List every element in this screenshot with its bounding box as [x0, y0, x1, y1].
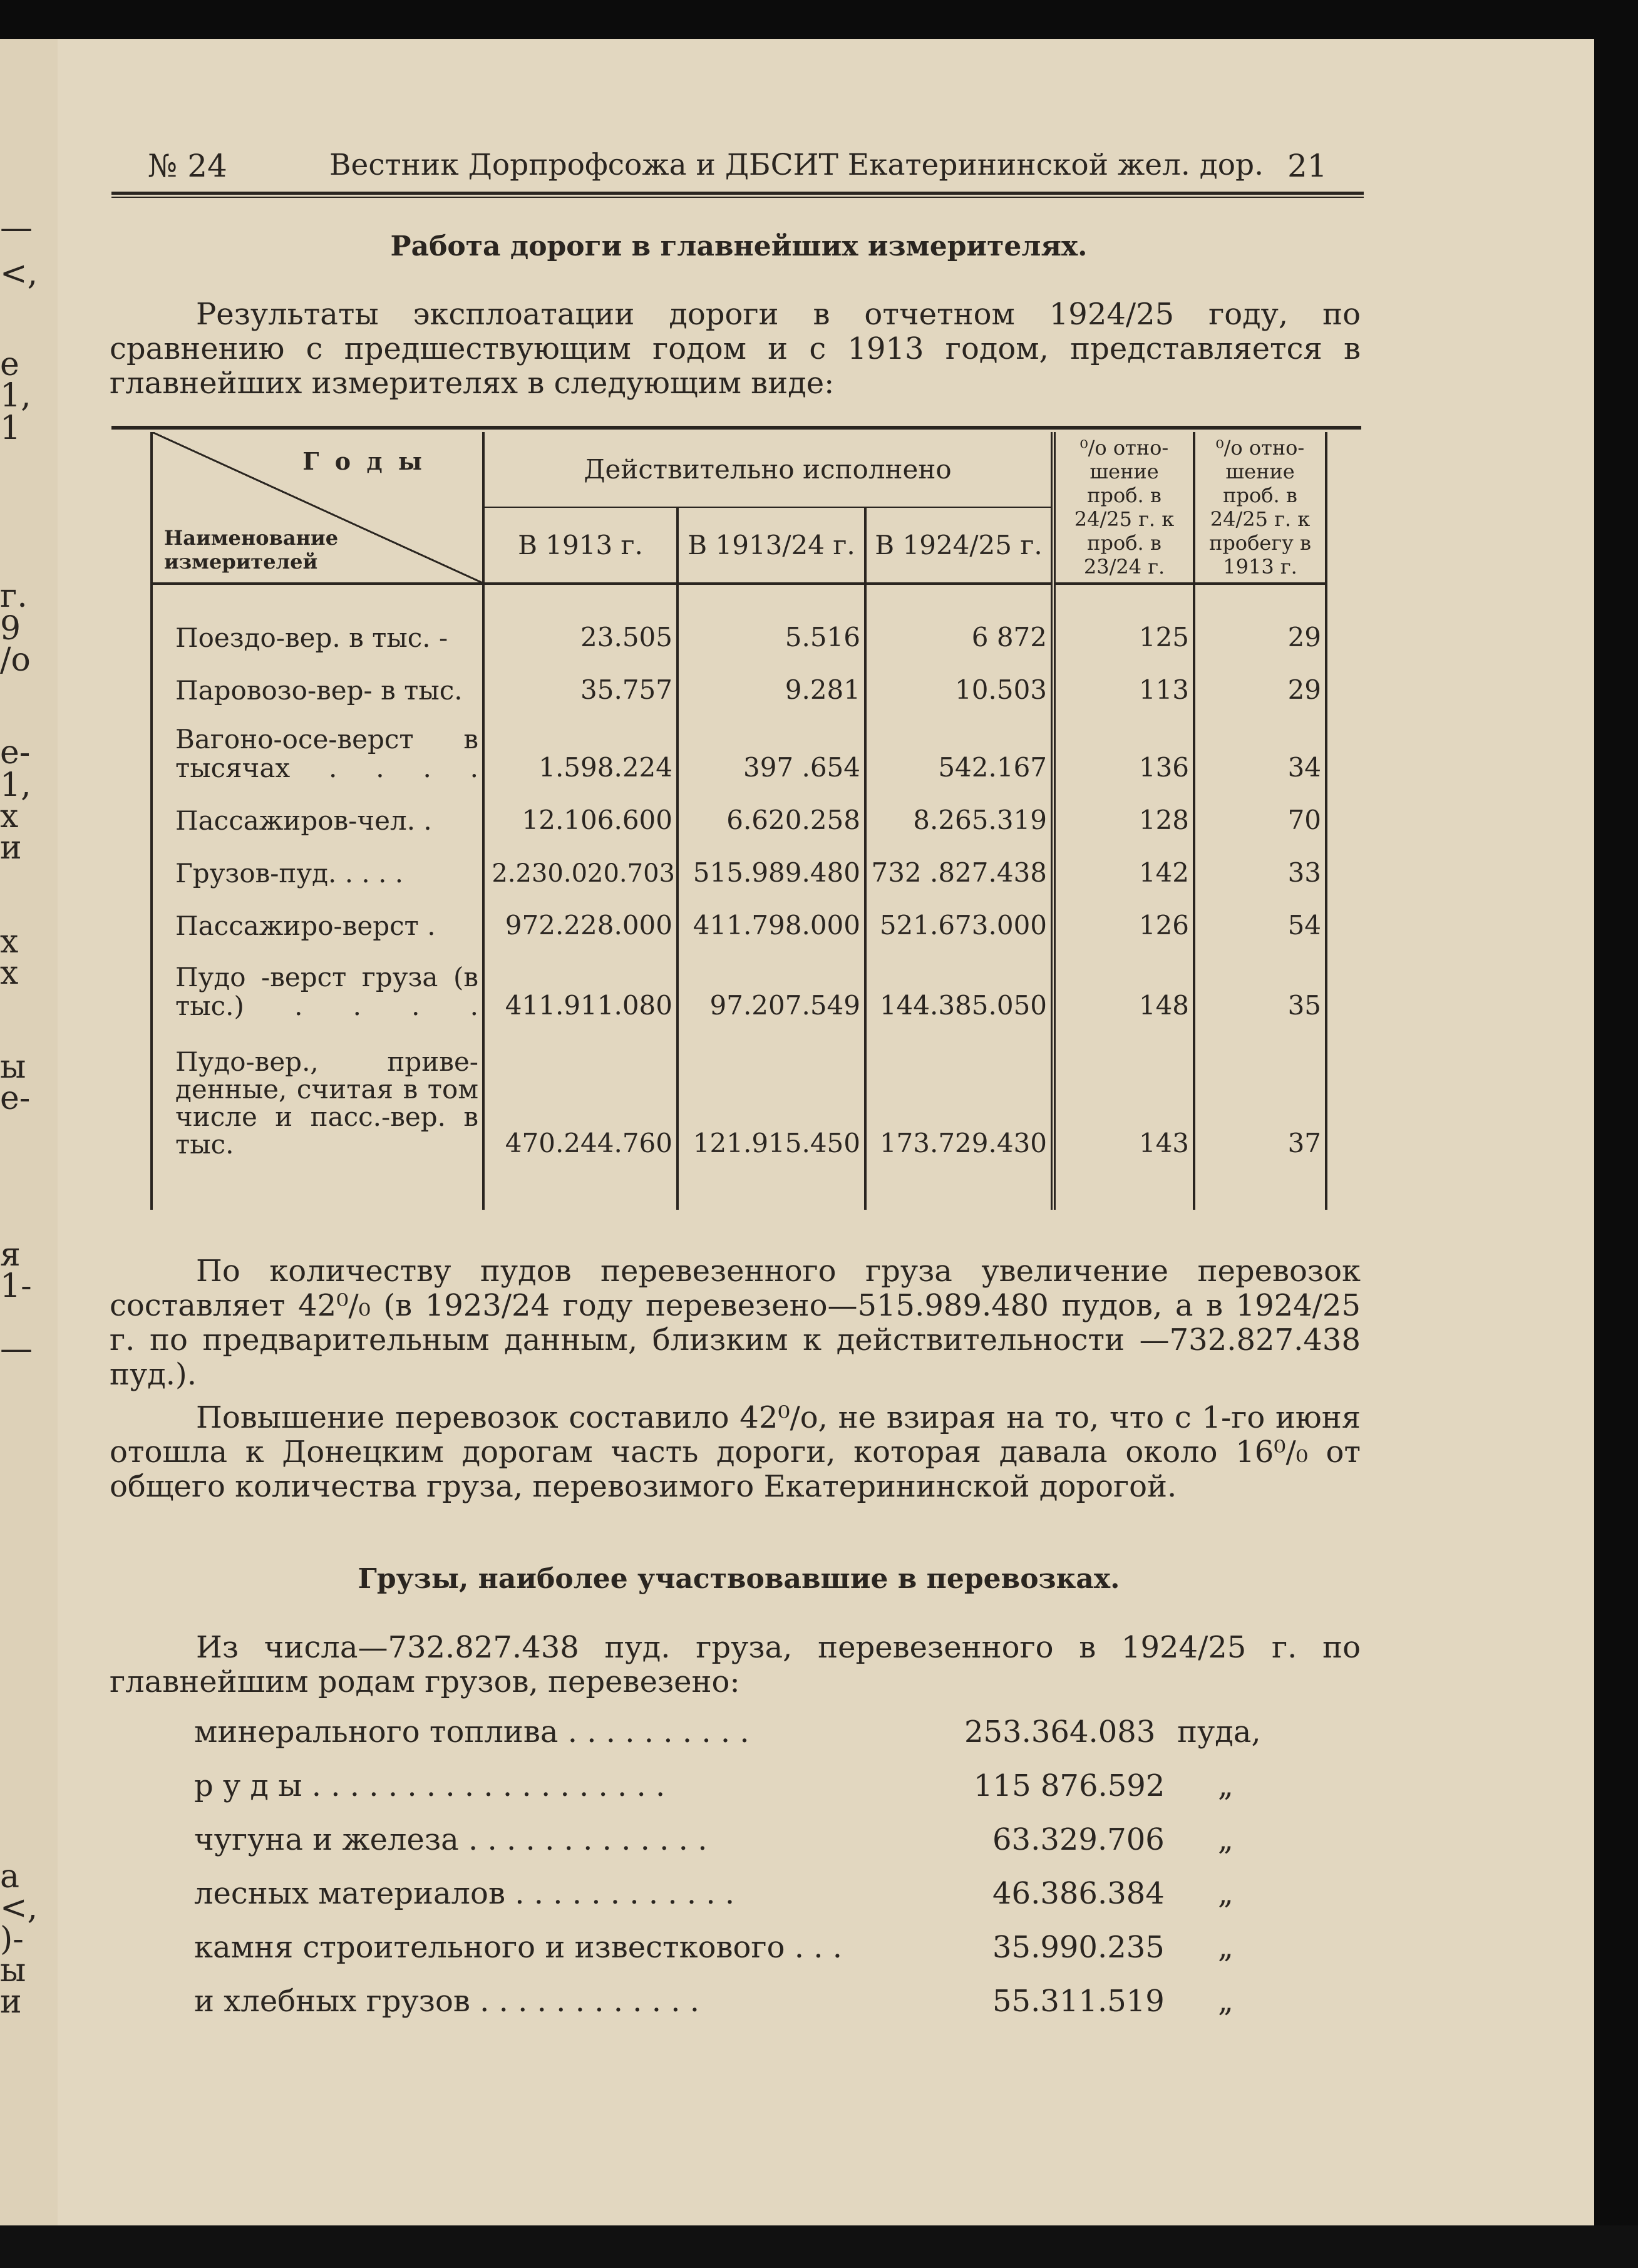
header-rule-thin	[111, 197, 1364, 198]
pct-prev: 126	[1053, 888, 1194, 941]
pct-prev-header: ⁰/о отно- шение проб. в 24/25 г. к проб. в 23/24 г.	[1053, 432, 1194, 584]
pct-1913: 37	[1194, 1021, 1326, 1158]
group-header: Действительно исполнено	[483, 432, 1053, 507]
cargo-line	[194, 1768, 1321, 1806]
col-1923-header: В 1913/24 г.	[677, 507, 865, 584]
left-fragment: х	[0, 798, 19, 835]
left-fragment: 9	[0, 610, 21, 647]
pct-prev: 128	[1053, 783, 1194, 835]
cargo-unit: „	[1218, 1768, 1234, 1803]
cargo-label: чугуна и железа . . . . . . . . . . . . .	[194, 1822, 708, 1857]
left-fragment: х	[0, 923, 19, 961]
value-1923: 97.207.549	[677, 941, 865, 1021]
value-1913: 470.244.760	[483, 1021, 677, 1158]
measures-label: Наименование измерителей	[164, 526, 339, 574]
cargo-value: 46.386.384	[992, 1876, 1165, 1911]
row-name: Пудо -верст груза (в тыс.) . . . .	[152, 941, 483, 1021]
row-name: Вагоно-осе-верст в тысячах . . . .	[152, 705, 483, 783]
pct-1913: 70	[1194, 783, 1326, 835]
intro-text: Результаты эксплоатации дороги в отчетном 1924/25 году, по сравнению с предшествующим годом и с 1913 годом, представляется в главнейших измерителях в следующим виде:	[110, 297, 1361, 401]
value-1924: 542.167	[865, 705, 1053, 783]
row-name: Паровозо-вер- в тыс.	[152, 652, 483, 705]
paragraph-text: Повышение перевозок составило 42⁰/о, не взирая на то, что с 1-го июня отошла к Донецким дорогам часть дороги, которая давала около 16⁰/₀ от общего количества груза, перевозимого Екатерининской дорогой.	[110, 1400, 1361, 1504]
table-top-rule	[111, 426, 1361, 430]
value-1923: 411.798.000	[677, 888, 865, 941]
pct-1913-header: ⁰/о отно- шение проб. в 24/25 г. к пробегу в 1913 г.	[1194, 432, 1326, 584]
paragraph-text: По количеству пудов перевезенного груза увеличение перевозок составляет 42⁰/₀ (в 1923/24 году перевезено—515.989.480 пудов, а в 1924/25 г. по предварительным данным, близким к действительности —732.827.438 пуд.).	[110, 1254, 1361, 1392]
row-name: Поездо-вер. в тыс. -	[152, 584, 483, 652]
pct-prev: 125	[1053, 584, 1194, 652]
corner-header	[152, 432, 483, 584]
row-name: Грузов-пуд. . . . .	[152, 835, 483, 888]
cargo-line	[194, 1930, 1321, 1967]
pct-1913: 35	[1194, 941, 1326, 1021]
cargo-value: 63.329.706	[992, 1822, 1165, 1857]
pct-prev: 113	[1053, 652, 1194, 705]
header-rule	[111, 192, 1364, 195]
left-fragment: 1	[0, 410, 21, 447]
left-fragment: ы	[0, 1048, 26, 1086]
cargo-line	[194, 1984, 1321, 2021]
pct-prev: 136	[1053, 705, 1194, 783]
section-title: Работа дороги в главнейших измерителях.	[390, 230, 1088, 262]
section-title: Грузы, наиболее участвовавшие в перевозках.	[358, 1563, 1120, 1595]
page-number: 21	[1287, 148, 1327, 184]
value-1923: 9.281	[677, 652, 865, 705]
cargo-unit: „	[1218, 1930, 1234, 1965]
value-1923: 397 .654	[677, 705, 865, 783]
value-1913: 1.598.224	[483, 705, 677, 783]
left-fragment: —	[0, 209, 33, 247]
left-fragment: х	[0, 954, 19, 992]
paragraph-text: Из числа—732.827.438 пуд. груза, перевезенного в 1924/25 г. по главнейшим родам грузов, перевезено:	[110, 1630, 1361, 1699]
cargo-unit: „	[1218, 1822, 1234, 1857]
left-page-edge	[0, 39, 58, 2225]
value-1923: 5.516	[677, 584, 865, 652]
cargo-unit: „	[1218, 1876, 1234, 1911]
row-name: Пассажиро-верст .	[152, 888, 483, 941]
cargo-label: р у д ы . . . . . . . . . . . . . . . . . . .	[194, 1768, 666, 1803]
left-fragment: г.	[0, 577, 28, 615]
left-fragment: )-	[0, 1920, 24, 1958]
col-1924-header: В 1924/25 г.	[865, 507, 1053, 584]
left-fragment: е-	[0, 1080, 31, 1117]
cargo-unit: „	[1218, 1984, 1234, 2019]
value-1924: 8.265.319	[865, 783, 1053, 835]
left-fragment: 1-	[0, 1267, 32, 1305]
pct-1913: 29	[1194, 584, 1326, 652]
value-1924: 173.729.430	[865, 1021, 1053, 1158]
value-1924: 10.503	[865, 652, 1053, 705]
running-header	[148, 148, 1369, 192]
left-fragment: е	[0, 346, 19, 383]
cargo-value: 35.990.235	[992, 1930, 1165, 1965]
row-name: Пудо-вер., приве- денные, считая в том числе и пасс.-вер. в тыс.	[152, 1021, 483, 1158]
cargo-unit: пуда,	[1177, 1714, 1261, 1750]
pct-prev: 143	[1053, 1021, 1194, 1158]
cargo-line	[194, 1714, 1321, 1752]
value-1923: 121.915.450	[677, 1021, 865, 1158]
value-1923: 515.989.480	[677, 835, 865, 888]
value-1913: 12.106.600	[483, 783, 677, 835]
left-fragment: а	[0, 1858, 20, 1895]
left-fragment: ы	[0, 1952, 26, 1989]
row-name: Пассажиров-чел. .	[152, 783, 483, 835]
scan-border	[0, 2225, 1638, 2268]
left-fragment: /о	[0, 641, 31, 679]
left-fragment: <,	[0, 255, 38, 292]
value-1924: 521.673.000	[865, 888, 1053, 941]
value-1923: 6.620.258	[677, 783, 865, 835]
years-label: Г о д ы	[302, 447, 426, 475]
left-fragment: —	[0, 1330, 33, 1368]
value-1913: 2.230.020.703	[483, 835, 677, 888]
col-1913-header: В 1913 г.	[483, 507, 677, 584]
value-1913: 972.228.000	[483, 888, 677, 941]
cargo-label: лесных материалов . . . . . . . . . . . .	[194, 1876, 735, 1911]
measures-table	[150, 432, 1327, 1210]
left-fragment: 1,	[0, 766, 31, 804]
value-1913: 23.505	[483, 584, 677, 652]
intro-paragraph	[110, 297, 1361, 401]
value-1924: 144.385.050	[865, 941, 1053, 1021]
cargo-line	[194, 1822, 1321, 1860]
value-1913: 35.757	[483, 652, 677, 705]
cargo-label: и хлебных грузов . . . . . . . . . . . .	[194, 1984, 700, 2019]
pct-prev: 142	[1053, 835, 1194, 888]
value-1924: 732 .827.438	[865, 835, 1053, 888]
paragraph-increase	[110, 1401, 1361, 1504]
pct-prev: 148	[1053, 941, 1194, 1021]
cargo-value: 253.364.083	[964, 1714, 1156, 1750]
left-fragment: и	[0, 829, 22, 867]
cargo-value: 55.311.519	[992, 1984, 1165, 2019]
paragraph-cargo-intro	[110, 1631, 1361, 1699]
left-fragment: я	[0, 1236, 21, 1274]
cargo-label: камня строительного и известкового . . .	[194, 1930, 843, 1965]
value-1913: 411.911.080	[483, 941, 677, 1021]
journal-title: Вестник Дорпрофсожа и ДБСИТ Екатерининской жел. дор.	[329, 148, 1264, 182]
cargo-label: минерального топлива . . . . . . . . . .	[194, 1714, 749, 1750]
pct-1913: 29	[1194, 652, 1326, 705]
pct-1913: 34	[1194, 705, 1326, 783]
value-1924: 6 872	[865, 584, 1053, 652]
left-fragment: е-	[0, 734, 31, 771]
left-fragment: <,	[0, 1889, 38, 1927]
cargo-value: 115 876.592	[974, 1768, 1165, 1803]
left-fragment: и	[0, 1983, 22, 2021]
issue-number: № 24	[148, 148, 227, 184]
paragraph-cargo-growth	[110, 1254, 1361, 1392]
cargo-line	[194, 1876, 1321, 1914]
pct-1913: 33	[1194, 835, 1326, 888]
left-fragment: 1,	[0, 377, 31, 415]
pct-1913: 54	[1194, 888, 1326, 941]
